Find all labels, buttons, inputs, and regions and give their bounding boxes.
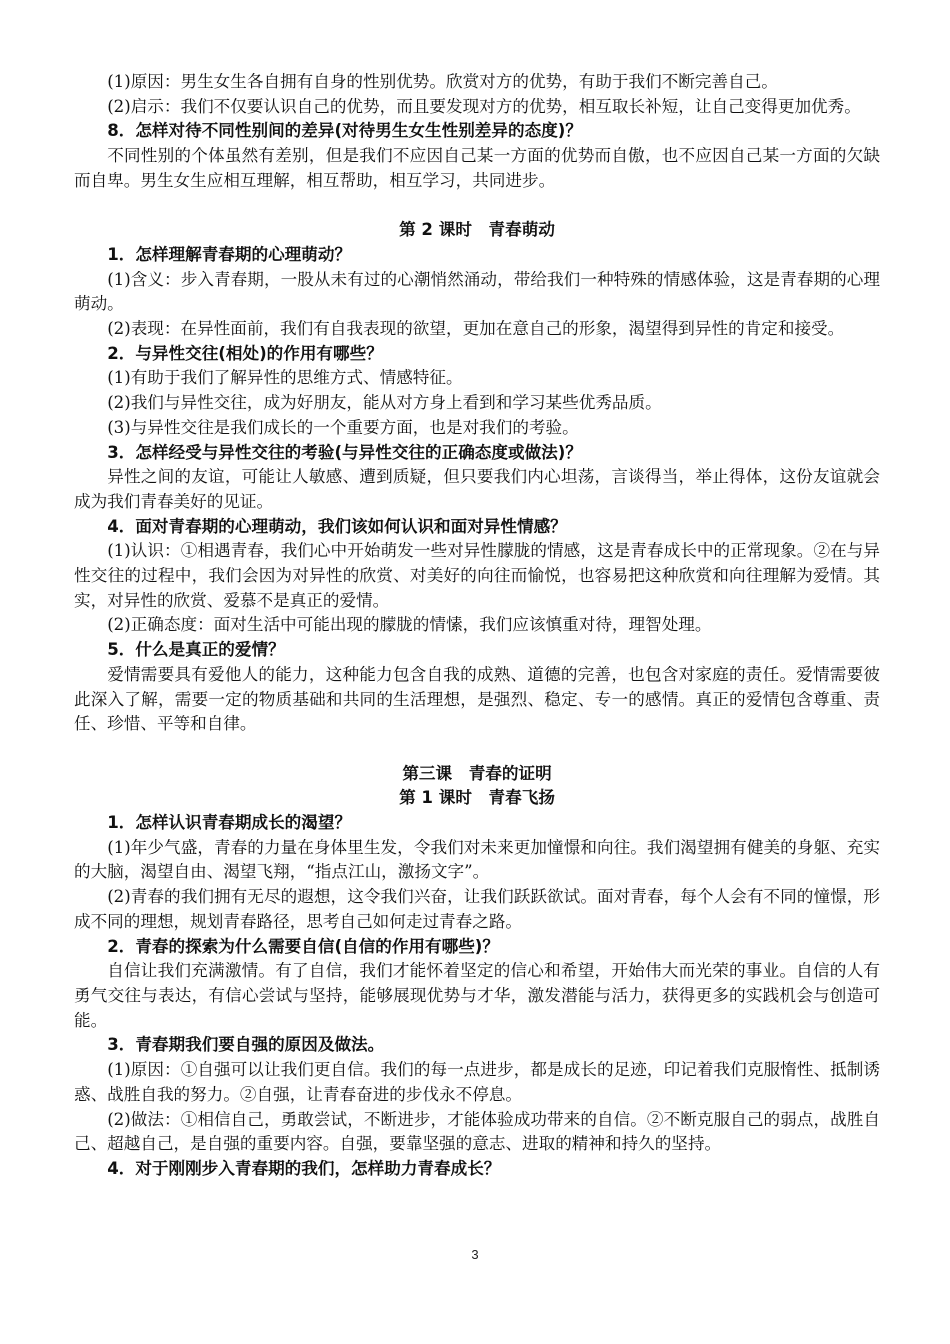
paragraph: (1)含义：步入青春期，一股从未有过的心潮悄然涌动，带给我们一种特殊的情感体验，这是青春期的心理萌动。	[74, 269, 880, 314]
paragraph: (1)有助于我们了解异性的思维方式、情感特征。	[107, 368, 463, 388]
question-heading: 2．青春的探索为什么需要自信(自信的作用有哪些)？	[107, 936, 499, 956]
paragraph: (2)表现：在异性面前，我们有自我表现的欲望，更加在意自己的形象，渴望得到异性的肯定和接受。	[107, 319, 845, 339]
paragraph: (1)年少气盛，青春的力量在身体里生发，令我们对未来更加憧憬和向往。我们渴望拥有健美的身躯、充实的大脑，渴望自由、渴望飞翔，“指点江山，激扬文字”。	[74, 837, 880, 882]
section-heading: 第三课 青春的证明	[402, 763, 552, 783]
paragraph: (1)认识：①相遇青春，我们心中开始萌发一些对异性朦胧的情感，这是青春成长中的正常现象。②在与异性交往的过程中，我们会因为对异性的欣赏、对美好的向往而愉悦，也容易把这种欣赏和向往理解为爱情。其实，对异性的欣赏、爱慕不是真正的爱情。	[74, 541, 880, 610]
question-heading: 4．对于刚刚步入青春期的我们，怎样助力青春成长？	[107, 1158, 501, 1178]
paragraph: 不同性别的个体虽然有差别，但是我们不应因自己某一方面的优势而自傲，也不应因自己某一方面的欠缺而自卑。男生女生应相互理解，相互帮助，相互学习，共同进步。	[74, 146, 880, 190]
paragraph: (1)原因：男生女生各自拥有自身的性别优势。欣赏对方的优势，有助于我们不断完善自己。	[107, 72, 778, 91]
paragraph: (2)我们与异性交往，成为好朋友，能从对方身上看到和学习某些优秀品质。	[107, 393, 662, 413]
paragraph: (3)与异性交往是我们成长的一个重要方面，也是对我们的考验。	[107, 417, 579, 437]
paragraph: 自信让我们充满激情。有了自信，我们才能怀着坚定的信心和希望，开始伟大而光荣的事业。自信的人有勇气交往与表达，有信心尝试与坚持，能够展现优势与才华，激发潜能与活力，获得更多的实践机会与创造可能。	[74, 961, 880, 1030]
paragraph: 爱情需要具有爱他人的能力，这种能力包含自我的成熟、道德的完善，也包含对家庭的责任。爱情需要彼此深入了解，需要一定的物质基础和共同的生活理想，是强烈、稳定、专一的感情。真正的爱情包含尊重、责任、珍惜、平等和自律。	[74, 664, 880, 734]
question-heading: 2．与异性交往(相处)的作用有哪些？	[107, 343, 383, 363]
section-heading: 第 1 课时 青春飞扬	[399, 788, 555, 808]
paragraph: (2)正确态度：面对生活中可能出现的朦胧的情愫，我们应该慎重对待，理智处理。	[107, 615, 712, 635]
question-heading: 8．怎样对待不同性别间的差异(对待男生女生性别差异的态度)？	[107, 121, 582, 141]
document-body	[74, 70, 880, 1182]
blank-line	[74, 194, 880, 219]
paragraph: (2)做法：①相信自己，勇敢尝试，不断进步，才能体验成功带来的自信。②不断克服自己的弱点，战胜自己、超越自己，是自强的重要内容。自强，要靠坚强的意志、进取的精神和持久的坚持。	[74, 1109, 880, 1154]
section-heading: 第 2 课时 青春萌动	[399, 220, 555, 240]
paragraph: (1)原因：①自强可以让我们更自信。我们的每一点进步，都是成长的足迹，印记着我们克服惰性、抵制诱惑、战胜自我的努力。②自强，让青春奋进的步伐永不停息。	[74, 1060, 880, 1104]
paragraph: (2)青春的我们拥有无尽的遐想，这令我们兴奋，让我们跃跃欲试。面对青春，每个人会有不同的憧憬，形成不同的理想，规划青春路径，思考自己如何走过青春之路。	[74, 887, 880, 931]
blank-line	[74, 737, 880, 762]
paragraph: 异性之间的友谊，可能让人敏感、遭到质疑，但只要我们内心坦荡，言谈得当，举止得体，这份友谊就会成为我们青春美好的见证。	[74, 467, 880, 511]
question-heading: 4．面对青春期的心理萌动，我们该如何认识和面对异性情感？	[107, 516, 567, 536]
question-heading: 3．怎样经受与异性交往的考验(与异性交往的正确态度或做法)？	[107, 442, 582, 462]
paragraph: (2)启示：我们不仅要认识自己的优势，而且要发现对方的优势，相互取长补短，让自己变得更加优秀。	[107, 96, 861, 116]
question-heading: 3．青春期我们要自强的原因及做法。	[107, 1035, 385, 1055]
question-heading: 1．怎样理解青春期的心理萌动？	[107, 244, 352, 264]
question-heading: 5．什么是真正的爱情？	[107, 640, 285, 660]
question-heading: 1．怎样认识青春期成长的渴望？	[107, 813, 352, 833]
page-number: 3	[471, 1247, 479, 1262]
